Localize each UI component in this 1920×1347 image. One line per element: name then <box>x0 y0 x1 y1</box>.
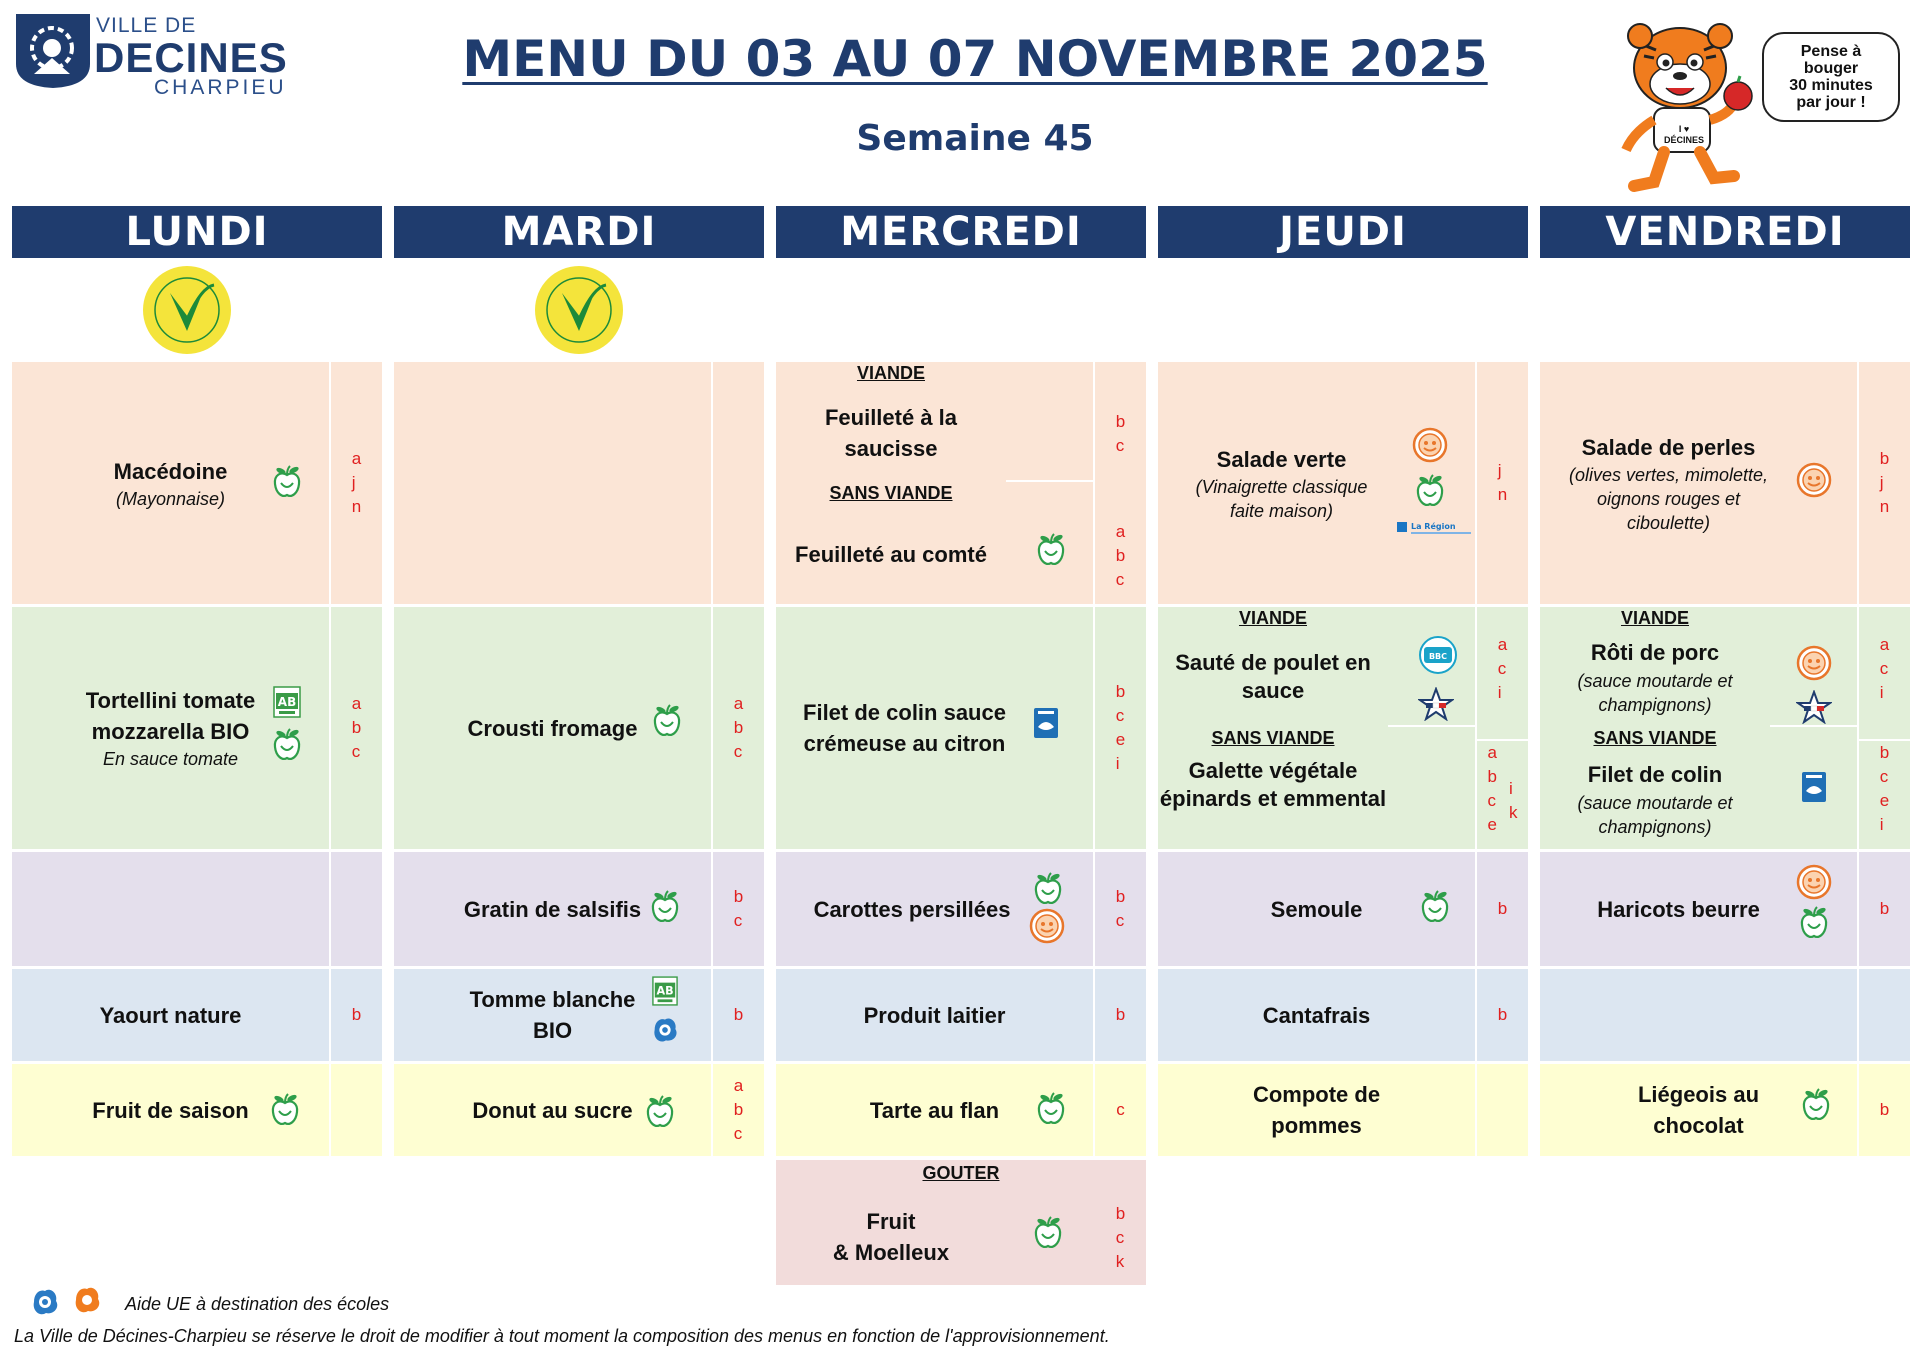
day-header-mardi: MARDI <box>394 206 764 258</box>
allergens-empty <box>331 852 382 966</box>
dish-name: Tomme blanche BIO <box>469 987 636 1043</box>
label-sans-viande: SANS VIANDE <box>829 483 953 503</box>
allergens: b <box>1095 969 1146 1061</box>
apple-label-icon <box>1036 1092 1066 1126</box>
dish-name: Rôti de porc <box>1590 640 1720 665</box>
allergens: b <box>713 969 764 1061</box>
mascot-shirt-text: I ♥ DÉCINES <box>1663 124 1704 145</box>
dish-name: Fruit & Moelleux <box>832 1209 950 1265</box>
region-logo-icon <box>1396 518 1476 538</box>
mercredi-starter-allergens <box>1095 362 1146 604</box>
allergens-empty <box>713 362 764 604</box>
allergens: c <box>1095 1064 1146 1156</box>
vendredi-dairy-empty <box>1540 969 1857 1061</box>
day-header-mercredi: MERCREDI <box>776 206 1146 258</box>
speech-bubble: Pense à bouger 30 minutes par jour ! <box>1762 32 1900 122</box>
allergens-empty <box>1477 1064 1528 1156</box>
page-title: MENU DU 03 AU 07 NOVEMBRE 2025 <box>462 30 1488 88</box>
dish-name: Tortellini tomate mozzarella BIO <box>85 688 256 744</box>
dish-name: Carottes persillées <box>813 896 1011 922</box>
jeudi-dessert <box>1158 1064 1475 1156</box>
day-header-vendredi: VENDREDI <box>1540 206 1910 258</box>
mercredi-gouter <box>776 1160 1146 1285</box>
allergens: b c k <box>1115 1204 1126 1271</box>
dish-name: Yaourt nature <box>99 1002 242 1028</box>
dish-name: Fruit de saison <box>92 1097 249 1123</box>
lundi-side-empty <box>12 852 329 966</box>
dish-name: Tarte au flan <box>869 1097 1000 1123</box>
apple-label-icon <box>650 890 680 924</box>
dish-note: (olives vertes, mimolette, oignons rouges et ciboulette) <box>1568 464 1769 533</box>
apple-label-icon <box>645 1095 675 1129</box>
msc-fish-icon <box>1033 707 1059 739</box>
mascot <box>1610 10 1910 200</box>
homemade-icon <box>1796 645 1832 681</box>
label-viande: VIANDE <box>1238 608 1307 628</box>
row-separator <box>1770 725 1857 727</box>
row-separator <box>1388 725 1475 727</box>
apple-label-icon <box>1799 906 1829 940</box>
dish-name: Filet de colin <box>1587 762 1723 787</box>
allergens: a c i <box>1879 635 1890 702</box>
row-separator <box>1006 480 1093 482</box>
allergens: b c e i <box>1095 607 1146 849</box>
dish-name: Feuilleté à la saucisse <box>824 405 958 461</box>
eu-aid-icon <box>28 1285 62 1319</box>
allergens: b <box>1477 969 1528 1061</box>
allergens: b <box>1477 852 1528 966</box>
v-label-vegetarian-icon <box>142 265 232 355</box>
allergens: b c <box>1115 412 1126 455</box>
dish-name: Semoule <box>1270 896 1363 922</box>
allergens: a c i <box>1497 635 1508 702</box>
dish-note: (sauce moutarde et champignons) <box>1577 793 1733 837</box>
footer-aid: Aide UE à destination des écoles <box>125 1294 390 1314</box>
apple-label-icon <box>1033 1216 1063 1250</box>
allergens: a b c <box>713 607 764 849</box>
logo-line3: CHARPIEU <box>154 76 287 99</box>
lundi-dairy <box>12 969 329 1061</box>
dish-name: Feuilleté au comté <box>795 542 987 567</box>
apple-label-icon <box>1033 872 1063 906</box>
dish-name: Salade verte <box>1216 446 1347 472</box>
dish-name: Donut au sucre <box>472 1097 633 1123</box>
allergens: j n <box>1477 362 1528 604</box>
label-sans-viande: SANS VIANDE <box>1593 728 1717 748</box>
dish-name: Galette végétale épinards et emmental <box>1159 758 1387 811</box>
logo-line1: VILLE DE <box>96 14 197 37</box>
allergens: b <box>1859 852 1910 966</box>
city-logo <box>14 12 294 99</box>
city-crest-icon <box>14 12 92 90</box>
day-header-jeudi: JEUDI <box>1158 206 1528 258</box>
allergens: a b c <box>713 1064 764 1156</box>
apple-label-icon <box>1036 533 1066 567</box>
mardi-starter-empty <box>394 362 711 604</box>
apple-label-icon <box>1801 1088 1831 1122</box>
allergens: b c e i <box>1879 743 1890 834</box>
dish-note: En sauce tomate <box>102 749 239 769</box>
label-sans-viande: SANS VIANDE <box>1211 728 1335 748</box>
allergens-empty <box>1859 969 1910 1061</box>
organic-ab-icon <box>652 976 678 1006</box>
eu-aid-icon <box>649 1014 681 1046</box>
eu-aid-orange-icon <box>70 1283 104 1317</box>
tiger-mascot-icon <box>1610 10 1770 200</box>
allergens-empty <box>331 1064 382 1156</box>
allergens: a b c <box>1115 522 1126 589</box>
allergens: b c <box>713 852 764 966</box>
homemade-icon <box>1796 462 1832 498</box>
dish-note: (sauce moutarde et champignons) <box>1577 671 1733 715</box>
jeudi-main-allergens <box>1477 607 1528 849</box>
apple-label-icon <box>652 704 682 738</box>
dish-name: Crousti fromage <box>467 715 638 741</box>
day-header-lundi: LUNDI <box>12 206 382 258</box>
dish-name: Filet de colin sauce crémeuse au citron <box>803 700 1006 756</box>
allergens: b <box>331 969 382 1061</box>
apple-label-icon <box>1415 474 1445 508</box>
homemade-icon <box>1029 908 1065 944</box>
homemade-icon <box>1412 427 1448 463</box>
dish-name: Salade de perles <box>1581 434 1756 460</box>
dish-name: Cantafrais <box>1262 1002 1371 1028</box>
allergens: b c <box>1095 852 1146 966</box>
dish-name: Liégeois au chocolat <box>1637 1082 1760 1138</box>
dish-name: Produit laitier <box>863 1002 1006 1028</box>
mercredi-starter <box>776 362 1093 604</box>
allergens-col: a b c e <box>1487 743 1497 834</box>
apple-label-icon <box>272 465 302 499</box>
label-viande: VIANDE <box>856 363 925 383</box>
organic-ab-icon <box>273 686 301 718</box>
allergens: b <box>1859 1064 1910 1156</box>
jeudi-dairy <box>1158 969 1475 1061</box>
dish-note: (Mayonnaise) <box>115 488 226 509</box>
vendredi-main-allergens <box>1859 607 1910 849</box>
dish-name: Macédoine <box>113 458 228 484</box>
allergens <box>1477 741 1528 837</box>
allergens: a j n <box>331 362 382 604</box>
dish-name: Compote de pommes <box>1252 1082 1381 1138</box>
bleu-blanc-coeur-icon <box>1418 635 1458 675</box>
dish-name: Haricots beurre <box>1597 896 1760 922</box>
label-viande: VIANDE <box>1620 608 1689 628</box>
french-origin-star-icon <box>1418 687 1454 721</box>
dish-note: (Vinaigrette classique faite maison) <box>1195 476 1368 521</box>
vendredi-main <box>1540 607 1857 849</box>
french-origin-star-icon <box>1796 690 1832 724</box>
footer-disclaimer: La Ville de Décines-Charpieu se réserve le droit de modifier à tout moment la composition des menus en fonction de l'approvisionnement. <box>14 1326 1110 1346</box>
allergens: a b c <box>331 607 382 849</box>
homemade-icon <box>1796 864 1832 900</box>
msc-fish-icon <box>1801 771 1827 803</box>
v-label-vegetarian-icon <box>534 265 624 355</box>
apple-label-icon <box>270 1093 300 1127</box>
allergens: b j n <box>1859 362 1910 604</box>
week-number: Semaine 45 <box>856 118 1094 159</box>
apple-label-icon <box>1420 890 1450 924</box>
label-gouter: GOUTER <box>922 1163 1000 1183</box>
mercredi-dairy <box>776 969 1093 1061</box>
logo-line2: DECINES <box>94 34 288 81</box>
allergens-col: i k <box>1508 779 1518 822</box>
dish-name: Sauté de poulet en sauce <box>1175 650 1371 703</box>
dish-name: Gratin de salsifis <box>463 896 642 922</box>
apple-label-icon <box>272 728 302 762</box>
